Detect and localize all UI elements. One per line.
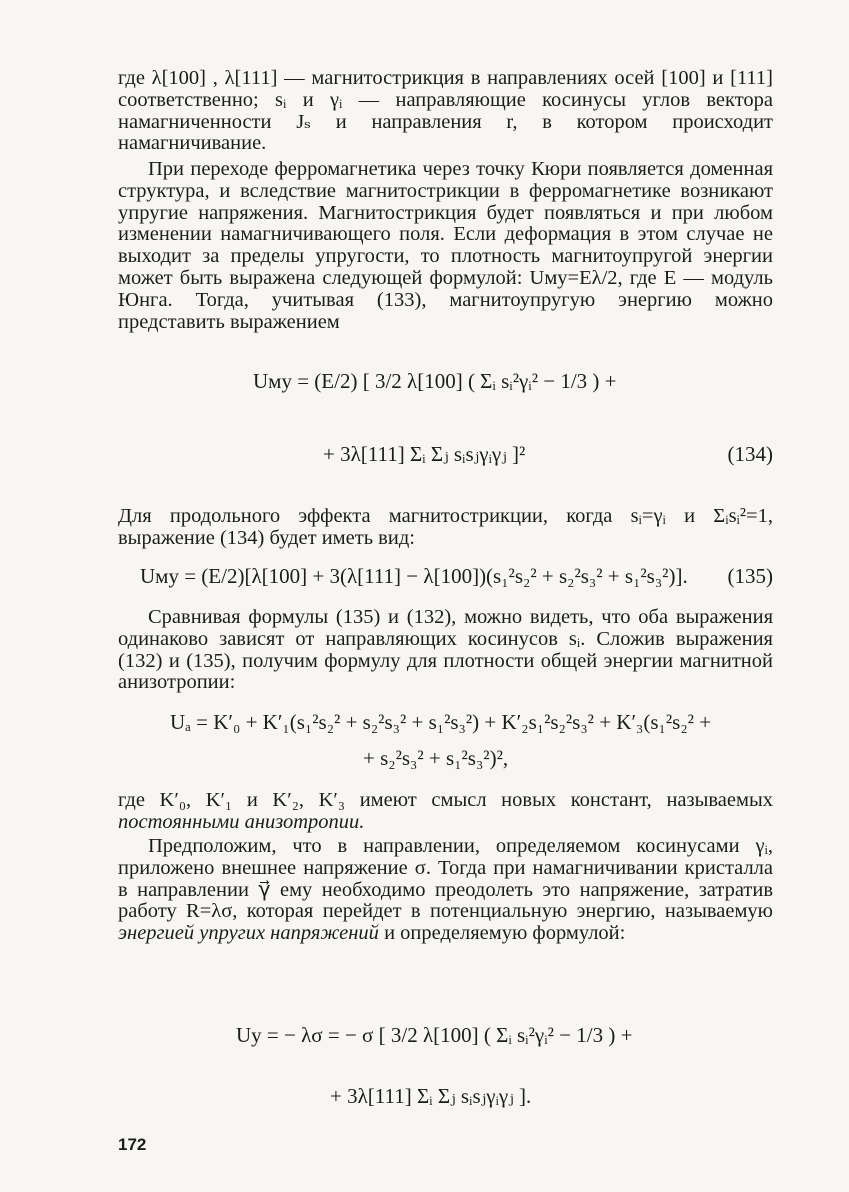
equation-134-number: (134): [727, 442, 773, 466]
equation-uy-line2: [118, 1083, 773, 1113]
equation-134-line2: [118, 441, 773, 471]
equation-uy-line2-text: + 3λ[111] Σᵢ Σⱼ sᵢsⱼγᵢγⱼ ].: [330, 1084, 532, 1108]
paragraph-comparison: Сравнивая формулы (135) и (132), можно видеть, что оба выражения одинаково зависят от направляющих косинусов sᵢ. Сложив выражения (132) и (135), получим формулу для плотности общей энергии магнитной анизотропии:: [118, 606, 773, 694]
equation-uy-line1-text: Uу = − λσ = − σ [ 3/2 λ[100] ( Σᵢ sᵢ²γᵢ² − 1/3 ) +: [236, 1023, 633, 1047]
term-anisotropy-constants: постоянными анизотропии.: [118, 810, 365, 833]
constants-text: где K′₀, K′₁ и K′₂, K′₃ имеют смысл новых констант, называемых: [118, 789, 773, 811]
paragraph-constants: [118, 790, 773, 834]
equation-135-text: Uму = (E/2)[λ[100] + 3(λ[111] − λ[100])(s₁²s₂² + s₂²s₃² + s₁²s₃²)].: [140, 564, 688, 588]
stress-text: Предположим, что в направлении, определяемом косинусами γᵢ, приложено внешнее напряжение σ. Тогда при намагничивании кристалла в направлении γ⃗ ему необходимо преодолеть это напряжение, затратив работу R=λσ, которая перейдет в потенциальную энергию, называемую: [118, 835, 773, 923]
equation-134-line1-text: Uму = (E/2) [ 3/2 λ[100] ( Σᵢ sᵢ²γᵢ² − 1/3 ) +: [253, 369, 617, 393]
term-elastic-stress-energy: энергией упругих напряжений: [118, 922, 379, 945]
equation-uy-line1: [118, 1022, 773, 1052]
equation-ua-line2-text: + s₂²s₃² + s₁²s₃²)²,: [363, 746, 509, 770]
paragraph-stress: [118, 836, 773, 945]
paragraph-longitudinal: Для продольного эффекта магнитострикции, когда sᵢ=γᵢ и Σᵢsᵢ²=1, выражение (134) будет иметь вид:: [118, 505, 773, 549]
paragraph-definitions: где λ[100] , λ[111] — магнитострикция в направлениях осей [100] и [111] соответственно; sᵢ и γᵢ — направляющие косинусы углов вектора намагниченности Jₛ и направления r, в котором происходит намагничивание.: [118, 67, 773, 155]
equation-134-line1: [118, 368, 773, 398]
equation-ua-line1: [118, 709, 773, 737]
stress-text-end: и определяемую формулой:: [384, 922, 626, 945]
equation-135-number: (135): [727, 564, 773, 588]
equation-ua-line2: [118, 745, 773, 773]
paragraph-curie-point: При переходе ферромагнетика через точку Кюри появляется доменная структура, и вследствие магнитострикции в ферромагнетике возникают упругие напряжения. Магнитострикция будет появляться и при любом изменении намагничивающего поля. Если деформация в этом случае не выходит за пределы упругости, то плотность магнитоупругой энергии может быть выражена следующей формулой: Uму=Eλ/2, где E — модуль Юнга. Тогда, учитывая (133), магнитоупругую энергию можно представить выражением: [118, 158, 773, 333]
page-number: 172: [118, 1135, 147, 1154]
equation-134-line2-text: + 3λ[111] Σᵢ Σⱼ sᵢsⱼγᵢγⱼ ]²: [323, 442, 526, 466]
equation-ua-line1-text: Uₐ = K′₀ + K′₁(s₁²s₂² + s₂²s₃² + s₁²s₃²) + K′₂s₁²s₂²s₃² + K′₃(s₁²s₂² +: [170, 710, 712, 734]
equation-135: [118, 563, 773, 591]
